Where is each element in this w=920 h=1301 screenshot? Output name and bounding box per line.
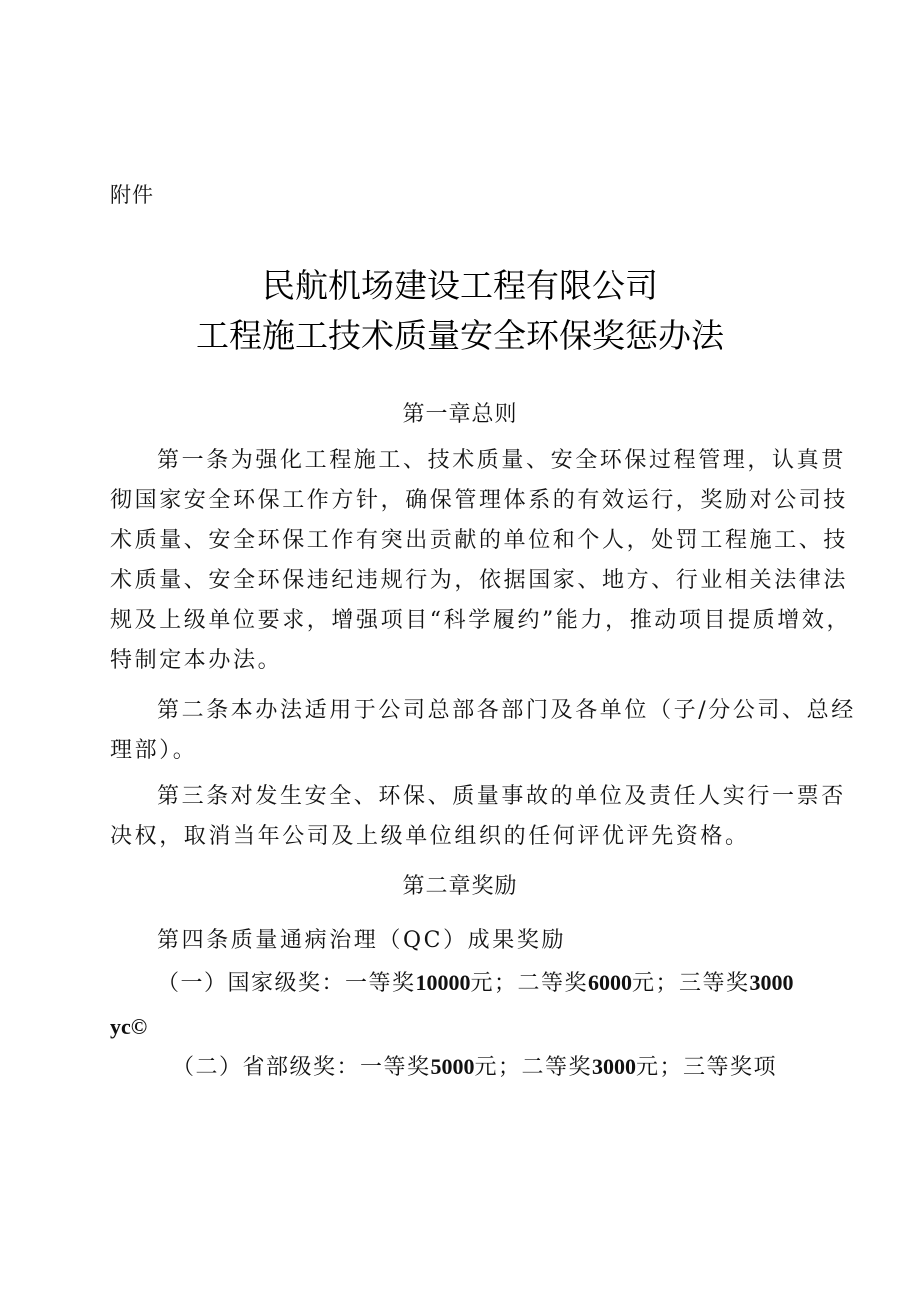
article-1-line: 彻国家安全环保工作方针，确保管理体系的有效运行，奖励对公司技 [110,488,849,513]
award-text: 元；二等奖 [474,1055,593,1080]
award-amount: 5000 [430,1054,475,1079]
award-amount: 10000 [415,970,471,995]
document-title-line-2: 工程施工技术质量安全环保奖惩办法 [196,316,724,355]
article-1-line: 第一条为强化工程施工、技术质量、安全环保过程管理，认真贯 [157,448,846,473]
award-text: 元；二等奖 [470,971,589,996]
chapter-2-heading: 第二章奖励 [402,874,518,899]
article-1-line: 规及上级单位要求，增强项目“科学履约”能力，推动项目提质增效， [110,608,852,633]
award-item-national [157,968,794,999]
award-item-national-continuation: yc© [110,1014,148,1039]
document-title-line-1: 民航机场建设工程有限公司 [262,266,658,305]
article-3-line: 第三条对发生安全、环保、质量事故的单位及责任人实行一票否 [157,784,846,809]
chapter-1-heading: 第一章总则 [402,402,518,427]
article-4: 第四条质量通病治理（QC）成果奖励 [157,928,567,953]
article-3-line: 决权，取消当年公司及上级单位组织的任何评优评先资格。 [110,824,750,849]
award-prefix: （二）省部级奖：一等奖 [172,1055,431,1080]
award-text: 元；三等奖项 [636,1055,778,1080]
article-1-line: 特制定本办法。 [110,648,283,673]
article-1-line: 术质量、安全环保违纪违规行为，依据国家、地方、行业相关法律法 [110,568,849,593]
award-amount: 6000 [588,970,633,995]
award-prefix: （一）国家级奖：一等奖 [157,971,416,996]
award-text: 元；三等奖 [632,971,750,996]
award-item-provincial [172,1052,777,1083]
award-amount: 3000 [592,1054,637,1079]
article-2-line: 第二条本办法适用于公司总部各部门及各单位（子/分公司、总经 [157,698,856,723]
article-2-line: 理部）。 [110,738,198,763]
award-amount: 3000 [749,970,794,995]
attachment-label: 附件 [110,183,154,207]
article-1-line: 术质量、安全环保工作有突出贡献的单位和个人，处罚工程施工、技 [110,528,849,553]
